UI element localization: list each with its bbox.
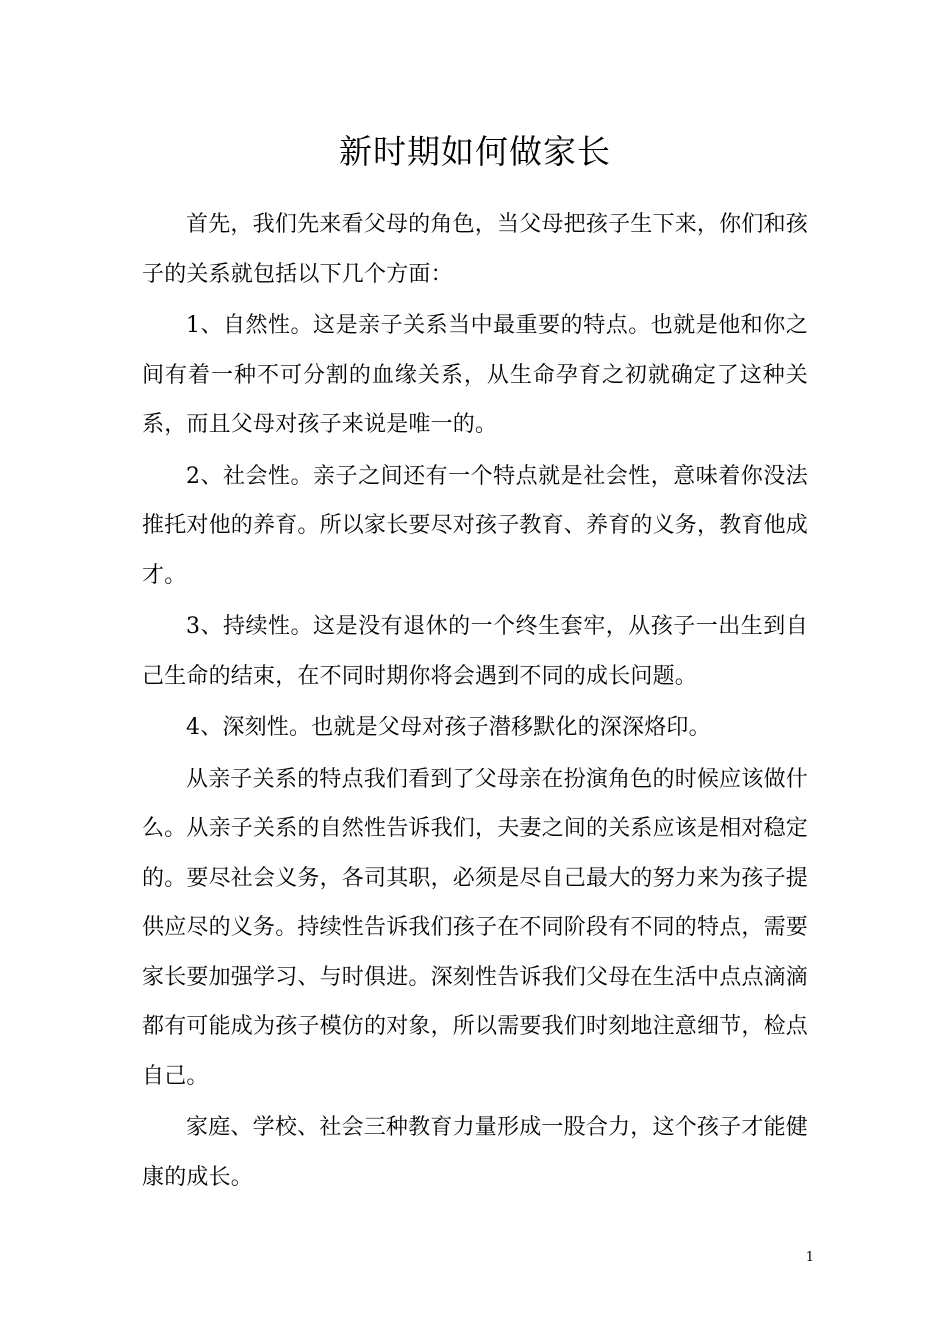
paragraph-natural: 1、自然性。这是亲子关系当中最重要的特点。也就是他和你之间有着一种不可分割的血缘关系，从生命孕育之初就确定了这种关系，而且父母对孩子来说是唯一的。 [142,313,808,437]
page-number: 1 [805,1250,814,1265]
document-title: 新时期如何做家长 [339,132,611,171]
paragraph-continuity: 3、持续性。这是没有退休的一个终生套牢，从孩子一出生到自己生命的结束，在不同时期你将会遇到不同的成长问题。 [142,614,808,689]
document-body [142,200,808,1204]
paragraph-profoundness: 4、深刻性。也就是父母对孩子潜移默化的深深烙印。 [186,715,711,740]
paragraph-social: 2、社会性。亲子之间还有一个特点就是社会性，意味着你没法推托对他的养育。所以家长要尽对孩子教育、养育的义务，教育他成才。 [142,463,809,588]
paragraph-analysis: 从亲子关系的特点我们看到了父母亲在扮演角色的时候应该做什么。从亲子关系的自然性告诉我们，夫妻之间的关系应该是相对稳定的。要尽社会义务，各司其职，必须是尽自己最大的努力来为孩子提供应尽的义务。持续性告诉我们孩子在不同阶段有不同的特点，需要家长要加强学习、与时俱进。深刻性告诉我们父母在生活中点点滴滴都有可能成为孩子模仿的对象，所以需要我们时刻地注意细节，检点自己。 [142,766,809,1089]
paragraph-conclusion: 家庭、学校、社会三种教育力量形成一股合力，这个孩子才能健康的成长。 [142,1115,808,1190]
paragraph-intro: 首先，我们先来看父母的角色，当父母把孩子生下来，你们和孩子的关系就包括以下几个方面： [142,212,808,287]
